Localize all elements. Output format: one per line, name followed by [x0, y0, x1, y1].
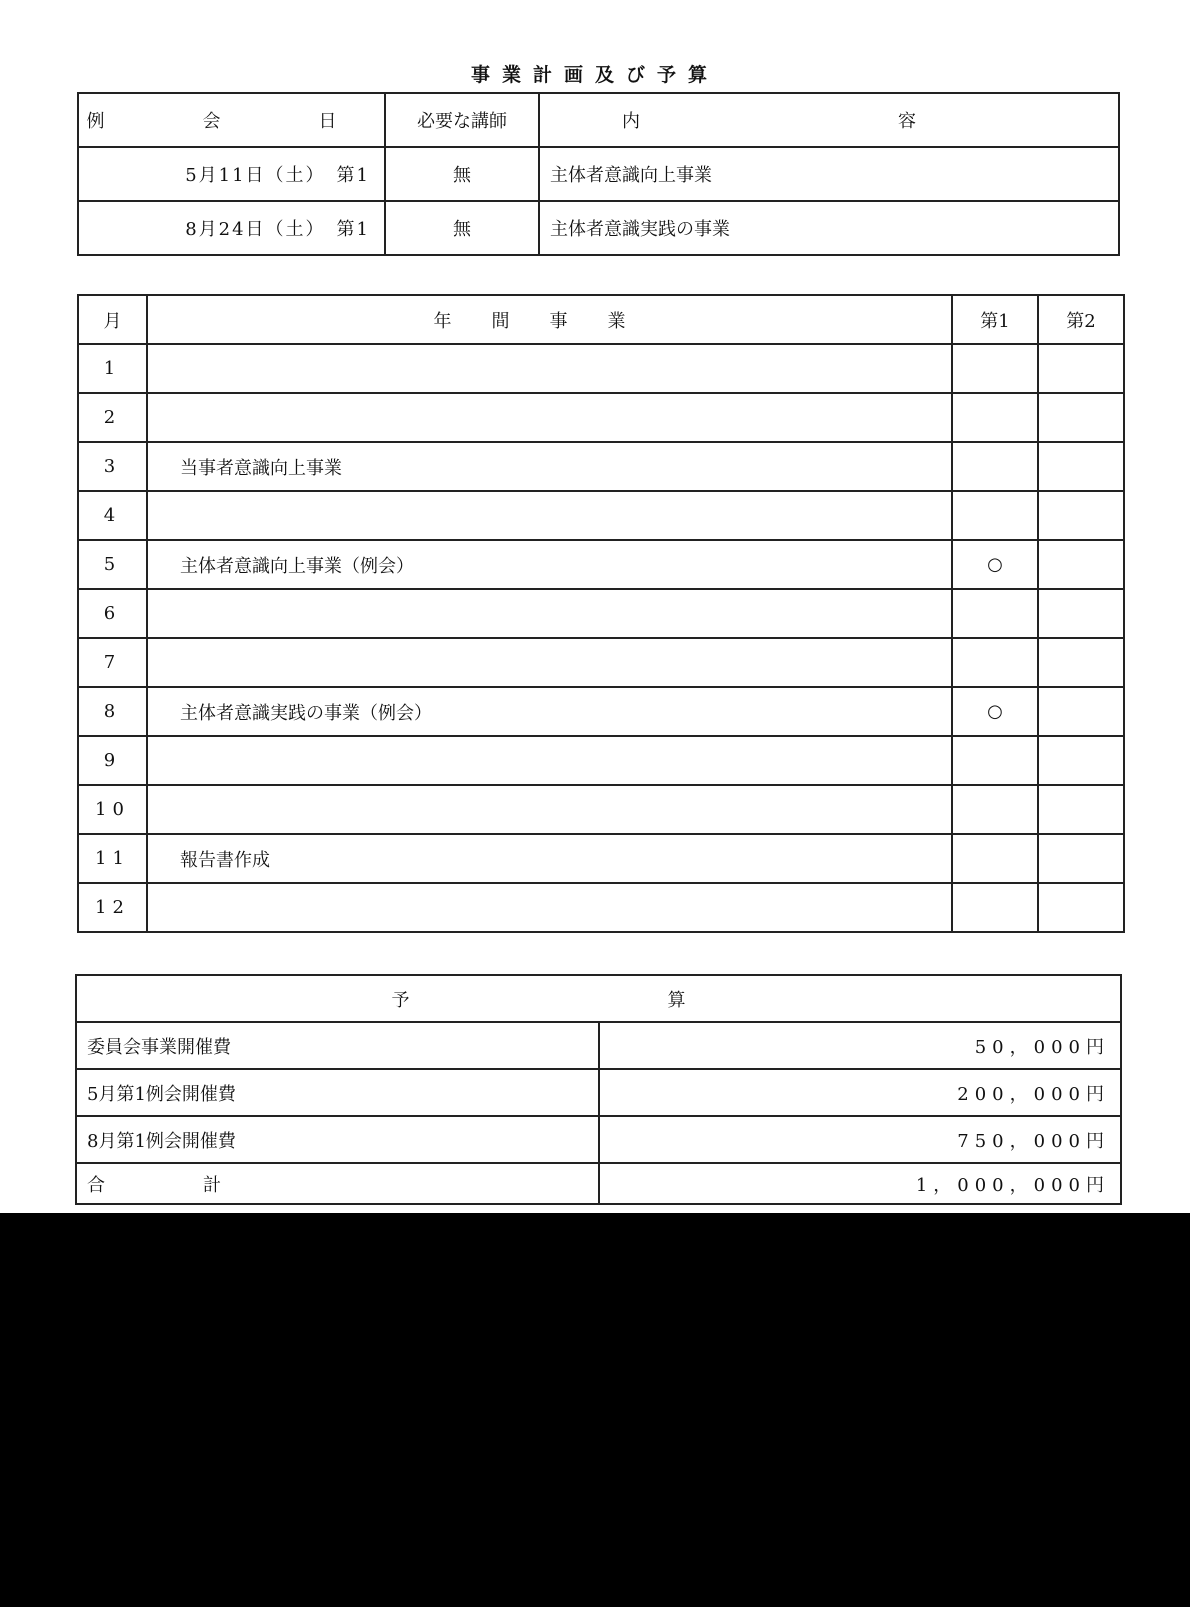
event-cell — [147, 491, 952, 540]
budget-item-label: 5月第1例会開催費 — [76, 1069, 599, 1116]
meeting-content: 主体者意識向上事業 — [539, 147, 1119, 201]
table-row — [78, 687, 1124, 736]
month-cell: 8 — [78, 687, 147, 736]
table-row — [78, 491, 1124, 540]
first-mark-cell — [952, 589, 1038, 638]
table-row — [78, 638, 1124, 687]
table-row — [76, 1069, 1121, 1116]
second-mark-cell — [1038, 442, 1124, 491]
month-cell: 1 — [78, 344, 147, 393]
first-mark-cell: ○ — [952, 687, 1038, 736]
table-row — [78, 393, 1124, 442]
event-cell — [147, 736, 952, 785]
event-cell — [147, 785, 952, 834]
second-mark-cell — [1038, 393, 1124, 442]
month-cell: 10 — [78, 785, 147, 834]
meeting-date: 8月24日（土） 第1 — [78, 201, 385, 255]
table-row — [78, 736, 1124, 785]
month-cell: 5 — [78, 540, 147, 589]
header-month: 月 — [78, 295, 147, 344]
meeting-content: 主体者意識実践の事業 — [539, 201, 1119, 255]
meeting-date: 5月11日（土） 第1 — [78, 147, 385, 201]
event-cell: 当事者意識向上事業 — [147, 442, 952, 491]
header-meeting-date: 例 会 日 — [78, 93, 385, 147]
table-row — [78, 201, 1119, 255]
table-row — [76, 1022, 1121, 1069]
budget-item-amount: 750，000円 — [599, 1116, 1122, 1163]
budget-item-label: 8月第1例会開催費 — [76, 1116, 599, 1163]
month-cell: 9 — [78, 736, 147, 785]
first-mark-cell — [952, 344, 1038, 393]
budget-item-amount: 50，000円 — [599, 1022, 1122, 1069]
event-cell: 報告書作成 — [147, 834, 952, 883]
second-mark-cell — [1038, 344, 1124, 393]
first-mark-cell — [952, 736, 1038, 785]
table-row — [76, 1116, 1121, 1163]
annual-events-table — [77, 294, 1125, 933]
budget-total-label: 合 計 — [76, 1163, 599, 1204]
first-mark-cell — [952, 393, 1038, 442]
header-budget: 予 算 — [76, 975, 1121, 1022]
event-cell: 主体者意識向上事業（例会） — [147, 540, 952, 589]
event-cell — [147, 883, 952, 932]
header-lecturer: 必要な講師 — [385, 93, 539, 147]
month-cell: 12 — [78, 883, 147, 932]
month-cell: 4 — [78, 491, 147, 540]
first-mark-cell — [952, 834, 1038, 883]
header-content: 内 容 — [539, 93, 1119, 147]
table-row — [78, 147, 1119, 201]
table-row — [78, 834, 1124, 883]
table-row — [78, 883, 1124, 932]
event-cell — [147, 344, 952, 393]
header-annual-event: 年間事業 — [147, 295, 952, 344]
table-row — [78, 540, 1124, 589]
second-mark-cell — [1038, 687, 1124, 736]
event-cell — [147, 589, 952, 638]
meeting-schedule-table — [77, 92, 1120, 256]
first-mark-cell — [952, 883, 1038, 932]
budget-total-amount: 1，000，000円 — [599, 1163, 1122, 1204]
second-mark-cell — [1038, 736, 1124, 785]
table-header-row — [76, 975, 1121, 1022]
header-first: 第1 — [952, 295, 1038, 344]
second-mark-cell — [1038, 540, 1124, 589]
month-cell: 6 — [78, 589, 147, 638]
month-cell: 3 — [78, 442, 147, 491]
second-mark-cell — [1038, 883, 1124, 932]
month-cell: 11 — [78, 834, 147, 883]
second-mark-cell — [1038, 638, 1124, 687]
month-cell: 7 — [78, 638, 147, 687]
budget-table — [75, 974, 1122, 1205]
meeting-lecturer: 無 — [385, 147, 539, 201]
event-cell — [147, 393, 952, 442]
table-header-row — [78, 295, 1124, 344]
table-row — [78, 785, 1124, 834]
event-cell: 主体者意識実践の事業（例会） — [147, 687, 952, 736]
budget-total-row — [76, 1163, 1121, 1204]
first-mark-cell: ○ — [952, 540, 1038, 589]
month-cell: 2 — [78, 393, 147, 442]
table-row — [78, 442, 1124, 491]
second-mark-cell — [1038, 491, 1124, 540]
table-header-row — [78, 93, 1119, 147]
first-mark-cell — [952, 442, 1038, 491]
event-cell — [147, 638, 952, 687]
first-mark-cell — [952, 491, 1038, 540]
second-mark-cell — [1038, 834, 1124, 883]
first-mark-cell — [952, 785, 1038, 834]
second-mark-cell — [1038, 589, 1124, 638]
first-mark-cell — [952, 638, 1038, 687]
table-row — [78, 344, 1124, 393]
budget-item-label: 委員会事業開催費 — [76, 1022, 599, 1069]
meeting-lecturer: 無 — [385, 201, 539, 255]
second-mark-cell — [1038, 785, 1124, 834]
budget-item-amount: 200，000円 — [599, 1069, 1122, 1116]
table-row — [78, 589, 1124, 638]
header-second: 第2 — [1038, 295, 1124, 344]
document-title: 事業計画及び予算 — [470, 64, 719, 86]
